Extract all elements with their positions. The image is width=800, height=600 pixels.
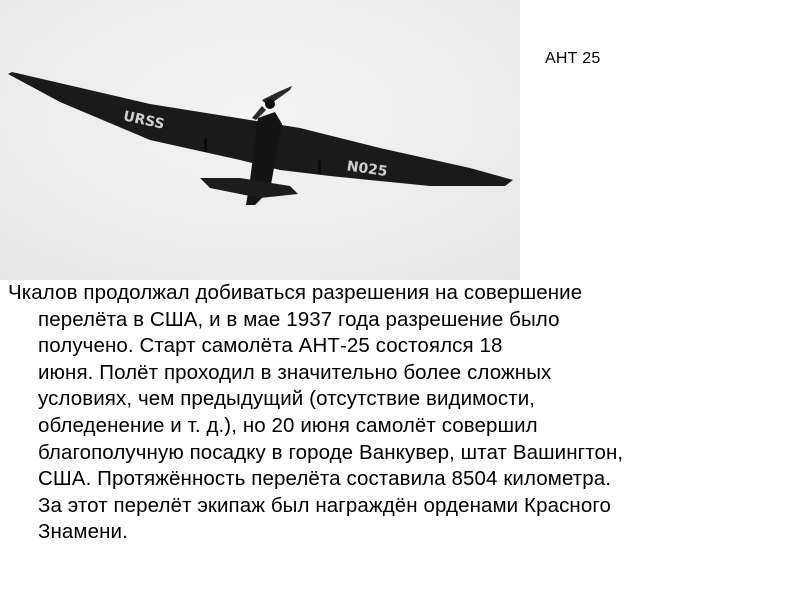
- paragraph-line: получено. Старт самолёта АНТ-25 состоялся 18: [38, 334, 503, 358]
- paragraph-line: условиях, чем предыдущий (отсутствие видимости,: [38, 387, 536, 411]
- body-paragraph: [8, 280, 793, 546]
- paragraph-line: США. Протяжённость перелёта составила 8504 километра.: [38, 467, 612, 491]
- aircraft-photo: [0, 0, 520, 280]
- paragraph-line: благополучную посадку в городе Ванкувер, штат Вашингтон,: [38, 440, 624, 464]
- paragraph-line: июня. Полёт проходил в значительно более сложных: [38, 360, 552, 384]
- paragraph-line: Чкалов продолжал добиваться разрешения на совершение: [8, 281, 583, 304]
- wing-marking-left: URSS: [121, 108, 166, 133]
- wing-marking-right: N025: [345, 158, 389, 181]
- photo-caption: АНТ 25: [545, 50, 601, 67]
- paragraph-line: перелёта в США, и в мае 1937 года разрешение было: [38, 307, 560, 331]
- paragraph-line: Знамени.: [38, 520, 128, 544]
- paragraph-line: За этот перелёт экипаж был награждён орденами Красного: [38, 493, 611, 517]
- paragraph-line: обледенение и т. д.), но 20 июня самолёт совершил: [38, 413, 538, 437]
